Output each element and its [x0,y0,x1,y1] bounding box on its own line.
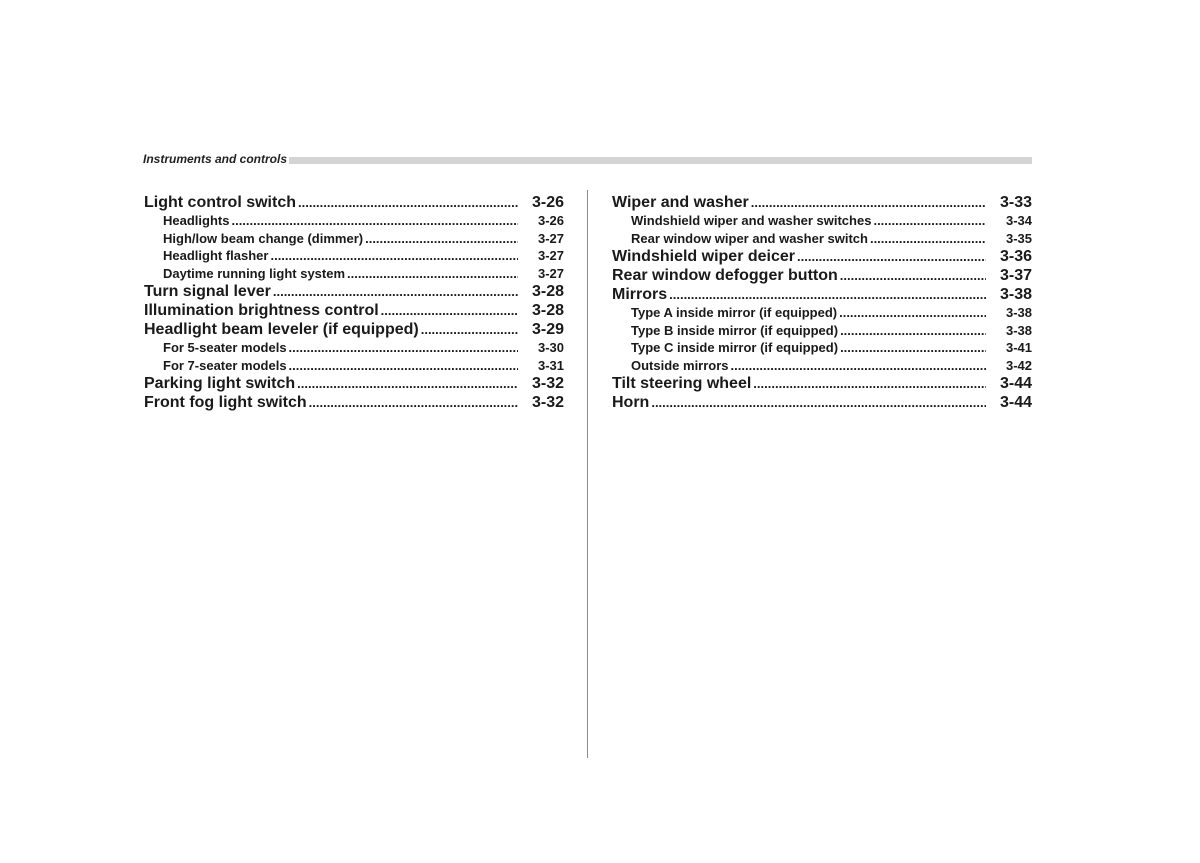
toc-leader-dots [797,247,986,266]
toc-entry-page: 3-35 [1005,230,1032,246]
toc-entry-title: Outside mirrors [631,357,729,373]
toc-leader-dots [731,357,986,375]
toc-leader-dots [231,212,518,230]
toc-entry-page: 3-28 [531,283,564,300]
toc-entry[interactable] [612,374,1032,393]
toc-entry-page: 3-38 [1005,322,1032,338]
toc-leader-dots [839,304,986,322]
toc-entry-title: Type A inside mirror (if equipped) [631,305,838,320]
toc-subentry[interactable] [144,247,564,265]
toc-entry-page: 3-28 [531,302,564,319]
toc-entry-page: 3-32 [531,375,564,392]
toc-leader-dots [651,393,986,412]
toc-entry-title: Type C inside mirror (if equipped) [631,340,839,355]
toc-entry[interactable] [612,266,1032,285]
toc-leader-dots [873,212,986,230]
toc-leader-dots [840,322,986,340]
toc-entry-title: Rear window wiper and washer switch [631,230,868,246]
toc-entry-title: Rear window defogger button [612,267,838,284]
toc-leader-dots [840,339,986,357]
toc-leader-dots [297,374,518,393]
toc-entry-page: 3-38 [999,286,1032,303]
toc-entry-page: 3-27 [537,248,564,263]
toc-leader-dots [289,339,518,357]
toc-entry-title: Parking light switch [144,375,296,392]
toc-leader-dots [298,193,518,212]
toc-leader-dots [273,282,518,301]
toc-entry-page: 3-26 [537,213,564,228]
toc-entry-title: Light control switch [144,194,296,211]
toc-entry[interactable] [144,301,564,320]
toc-leader-dots [270,247,518,265]
toc-entry-page: 3-32 [531,394,564,411]
toc-leader-dots [753,374,986,393]
toc-subentry[interactable] [144,339,564,357]
toc-subentry[interactable] [612,339,1032,357]
toc-entry-title: Headlight flasher [163,248,269,263]
toc-entry-page: 3-44 [999,375,1032,392]
toc-entry[interactable] [612,247,1032,266]
toc-entry-title: Turn signal lever [144,283,271,300]
toc-entry-page: 3-26 [531,194,564,211]
toc-entry-page: 3-36 [999,248,1032,265]
toc-entry-title: Headlights [163,213,230,228]
toc-entry-title: Type B inside mirror (if equipped) [631,322,839,338]
toc-subentry[interactable] [144,230,564,248]
toc-entry[interactable] [612,393,1032,412]
section-header: Instruments and controls [143,152,288,166]
toc-leader-dots [365,230,518,248]
toc-leader-dots [840,266,986,285]
toc-entry-title: Wiper and washer [612,194,749,211]
toc-entry-page: 3-41 [1005,340,1032,355]
toc-subentry[interactable] [612,322,1032,340]
toc-entry-page: 3-29 [531,321,564,338]
toc-subentry[interactable] [612,357,1032,375]
toc-subentry[interactable] [144,265,564,283]
toc-entry-title: For 7-seater models [163,357,287,373]
toc-entry-title: Mirrors [612,286,668,303]
toc-entry[interactable] [612,193,1032,212]
toc-entry-title: High/low beam change (dimmer) [163,230,364,246]
toc-entry-page: 3-33 [999,194,1032,211]
toc-entry[interactable] [144,193,564,212]
toc-left-column [144,193,564,412]
toc-entry-page: 3-34 [1005,213,1032,228]
toc-leader-dots [669,285,986,304]
toc-entry-page: 3-31 [537,357,564,373]
toc-entry[interactable] [144,282,564,301]
toc-entry[interactable] [144,320,564,339]
toc-subentry[interactable] [144,212,564,230]
toc-entry[interactable] [612,285,1032,304]
column-divider [587,190,588,758]
toc-entry-title: Windshield wiper and washer switches [631,213,872,228]
toc-entry-title: Headlight beam leveler (if equipped) [144,321,419,338]
toc-leader-dots [421,320,518,339]
toc-leader-dots [751,193,986,212]
toc-subentry[interactable] [612,212,1032,230]
toc-entry-page: 3-37 [999,267,1032,284]
toc-entry[interactable] [144,393,564,412]
toc-entry[interactable] [144,374,564,393]
toc-entry-page: 3-30 [537,340,564,355]
toc-entry-page: 3-42 [1005,357,1032,373]
toc-entry-title: Daytime running light system [163,265,346,281]
toc-entry-title: Horn [612,394,650,411]
toc-entry-page: 3-38 [1005,305,1032,320]
toc-entry-page: 3-27 [537,265,564,281]
toc-entry-title: Illumination brightness control [144,302,379,319]
toc-entry-title: For 5-seater models [163,340,287,355]
toc-leader-dots [289,357,518,375]
toc-entry-title: Tilt steering wheel [612,375,752,392]
toc-subentry[interactable] [612,230,1032,248]
toc-entry-title: Front fog light switch [144,394,307,411]
toc-leader-dots [309,393,518,412]
toc-leader-dots [381,301,518,320]
toc-right-column [612,193,1032,412]
toc-subentry[interactable] [612,304,1032,322]
toc-entry-title: Windshield wiper deicer [612,248,796,265]
toc-leader-dots [870,230,986,248]
toc-entry-page: 3-44 [999,394,1032,411]
toc-entry-page: 3-27 [537,230,564,246]
toc-subentry[interactable] [144,357,564,375]
toc-leader-dots [347,265,518,283]
